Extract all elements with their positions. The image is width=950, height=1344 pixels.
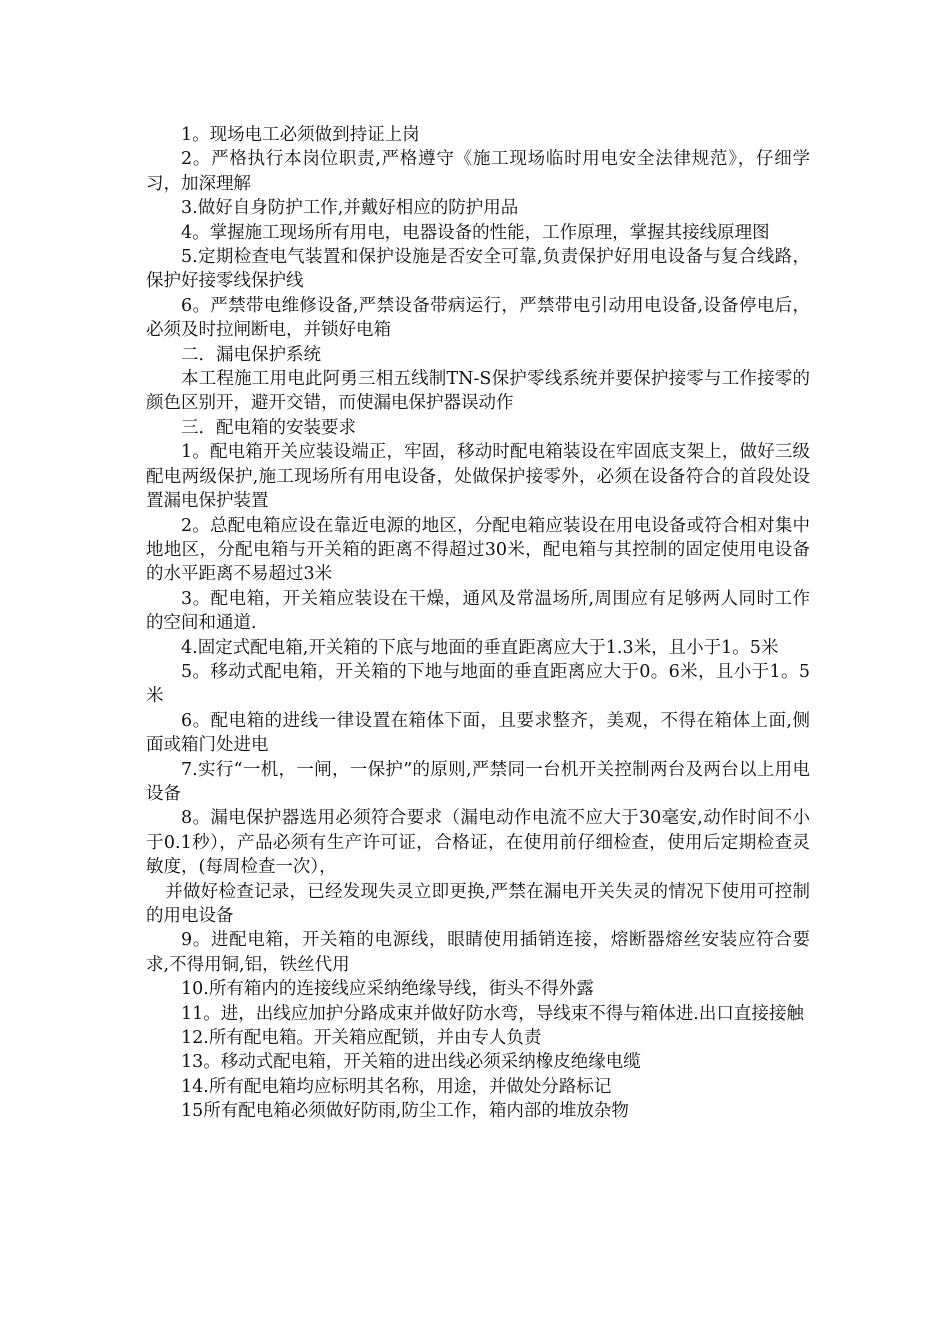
paragraph-leakage-system: 本工程施工用电此阿勇三相五线制TN-S保护零线系统并要保护接零与工作接零的颜色区别开，避开交错，而使漏电保护器误动作 <box>146 369 810 414</box>
paragraph-1: 1。现场电工必须做到持证上岗 <box>181 125 420 145</box>
paragraph-box-8-continued: 并做好检查记录，已经发现失灵立即更换,严禁在漏电开关失灵的情况下使用可控制的用电设备 <box>146 881 810 926</box>
paragraph-box-1: 1。配电箱开关应装设端正，牢固，移动时配电箱装设在牢固底支架上，做好三级配电两级保护,施工现场所有用电设备，处做保护接零外，必须在设备符合的首段处设置漏电保护装置 <box>146 442 810 512</box>
paragraph-5: 5.定期检查电气装置和保护设施是否安全可靠,负责保护好用电设备与复合线路，保护好接零线保护线 <box>146 247 810 292</box>
paragraph-6: 6。严禁带电维修设备,严禁设备带病运行，严禁带电引动用电设备,设备停电后，必须及时拉闸断电，并锁好电箱 <box>146 295 810 341</box>
document-body <box>146 123 810 1124</box>
paragraph-box-15: 15所有配电箱必须做好防雨,防尘工作，箱内部的堆放杂物 <box>181 1101 629 1122</box>
paragraph-box-5: 5。移动式配电箱，开关箱的下地与地面的垂直距离应大于0。6米，且小于1。5米 <box>146 661 810 707</box>
section-heading-leakage-protection: 二．漏电保护系统 <box>181 344 321 365</box>
paragraph-3: 3.做好自身防护工作,并戴好相应的防护用品 <box>181 198 519 219</box>
section-heading-distribution-box: 三．配电箱的安装要求 <box>181 417 356 438</box>
paragraph-box-12: 12.所有配电箱。开关箱应配锁，并由专人负责 <box>181 1028 542 1049</box>
paragraph-box-10: 10.所有箱内的连接线应采纳绝缘导线，街头不得外露 <box>181 979 594 1000</box>
paragraph-box-9: 9。进配电箱，开关箱的电源线，眼睛使用插销连接，熔断器熔丝安装应符合要求,不得用铜,铝，铁丝代用 <box>146 930 810 975</box>
paragraph-box-11: 11。进，出线应加护分路成束并做好防水弯，导线束不得与箱体进.出口直接接触 <box>181 1003 804 1024</box>
paragraph-4: 4。掌握施工现场所有用电，电器设备的性能，工作原理，掌握其接线原理图 <box>181 222 770 243</box>
paragraph-box-4: 4.固定式配电箱,开关箱的下底与地面的垂直距离应大于1.3米，且小于1。5米 <box>181 637 779 658</box>
paragraph-2: 2。严格执行本岗位职责,严格遵守《施工现场临时用电安全法律规范》，仔细学习，加深理解 <box>146 149 810 194</box>
paragraph-box-7: 7.实行“一机，一闸，一保护”的原则,严禁同一台机开关控制两台及两台以上用电设备 <box>146 759 810 804</box>
paragraph-box-8: 8。漏电保护器选用必须符合要求（漏电动作电流不应大于30毫安,动作时间不小于0.1秒），产品必须有生产许可证，合格证，在使用前仔细检查，使用后定期检查灵敏度，(每周检查一次）， <box>146 808 810 878</box>
paragraph-box-13: 13。移动式配电箱，开关箱的进出线必须采纳橡皮绝缘电缆 <box>181 1052 641 1073</box>
paragraph-box-3: 3。配电箱，开关箱应装设在干燥，通风及常温场所,周围应有足够两人同时工作的空间和通道. <box>146 588 810 634</box>
paragraph-box-2: 2。总配电箱应设在靠近电源的地区，分配电箱应装设在用电设备或符合相对集中地地区，分配电箱与开关箱的距离不得超过30米，配电箱与其控制的固定使用电设备的水平距离不易超过3米 <box>146 515 810 585</box>
paragraph-box-14: 14.所有配电箱均应标明其名称，用途，并做处分路标记 <box>181 1076 612 1097</box>
paragraph-box-6: 6。配电箱的进线一律设置在箱体下面，且要求整齐，美观，不得在箱体上面,侧面或箱门处进电 <box>146 710 810 756</box>
